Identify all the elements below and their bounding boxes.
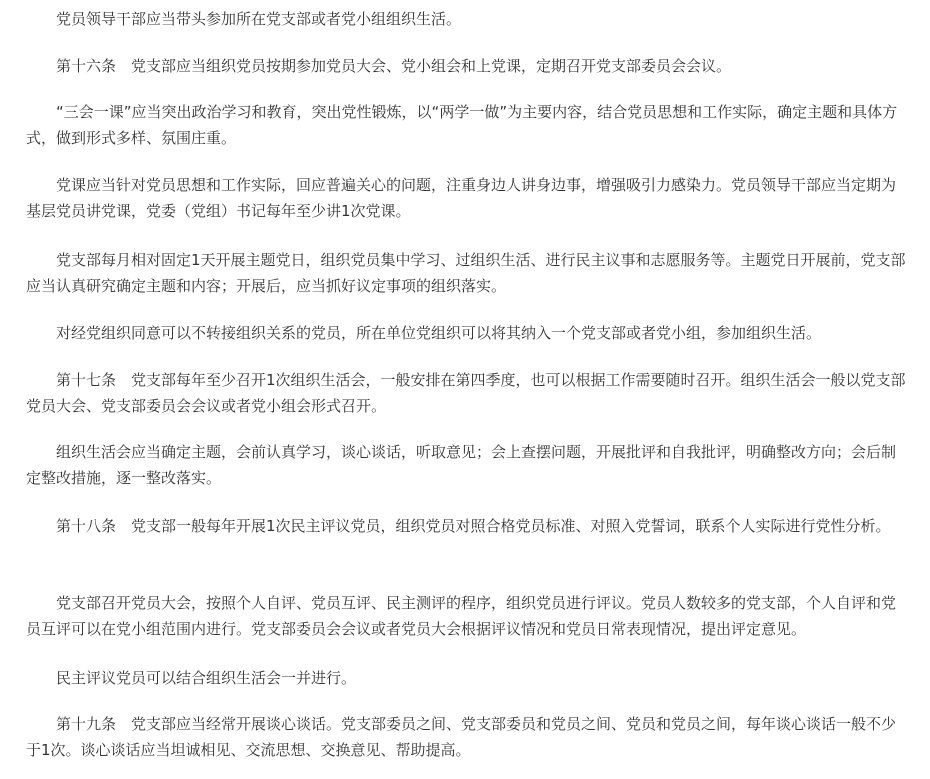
paragraph-article-18: 第十八条 党支部一般每年开展1次民主评议党员，组织党员对照合格党员标准、对照入党誓词，联系个人实际进行党性分析。 <box>56 517 891 535</box>
paragraph-8: 组织生活会应当确定主题，会前认真学习，谈心谈话，听取意见；会上查摆问题，开展批评和自我批评，明确整改方向；会后制定整改措施，逐一整改落实。 <box>26 443 897 487</box>
paragraph-3: “三会一课”应当突出政治学习和教育，突出党性锻炼，以“两学一做”为主要内容，结合党员思想和工作实际，确定主题和具体方式，做到形式多样、氛围庄重。 <box>26 103 898 147</box>
paragraph-11: 民主评议党员可以结合组织生活会一并进行。 <box>56 669 357 687</box>
paragraph-1: 党员领导干部应当带头参加所在党支部或者党小组组织生活。 <box>56 10 462 28</box>
paragraph-article-17: 第十七条 党支部每年至少召开1次组织生活会，一般安排在第四季度，也可以根据工作需要随时召开。组织生活会一般以党支部党员大会、党支部委员会会议或者党小组会形式召开。 <box>26 371 906 415</box>
paragraph-5: 党支部每月相对固定1天开展主题党日，组织党员集中学习、过组织生活、进行民主议事和志愿服务等。主题党日开展前，党支部应当认真研究确定主题和内容；开展后，应当抓好议定事项的组织落实。 <box>26 251 906 295</box>
paragraph-article-19: 第十九条 党支部应当经常开展谈心谈话。党支部委员之间、党支部委员和党员之间、党员和党员之间，每年谈心谈话一般不少于1次。谈心谈话应当坦诚相见、交流思想、交换意见、帮助提高。 <box>26 715 897 759</box>
paragraph-article-16: 第十六条 党支部应当组织党员按期参加党员大会、党小组会和上党课，定期召开党支部委员会会议。 <box>56 57 732 75</box>
paragraph-4: 党课应当针对党员思想和工作实际，回应普遍关心的问题，注重身边人讲身边事，增强吸引力感染力。党员领导干部应当定期为基层党员讲党课，党委（党组）书记每年至少讲1次党课。 <box>26 176 897 220</box>
paragraph-6: 对经党组织同意可以不转接组织关系的党员，所在单位党组织可以将其纳入一个党支部或者党小组，参加组织生活。 <box>56 324 822 342</box>
paragraph-10: 党支部召开党员大会，按照个人自评、党员互评、民主测评的程序，组织党员进行评议。党员人数较多的党支部，个人自评和党员互评可以在党小组范围内进行。党支部委员会会议或者党员大会根据评议情况和党员日常表现情况，提出评定意见。 <box>26 594 897 638</box>
